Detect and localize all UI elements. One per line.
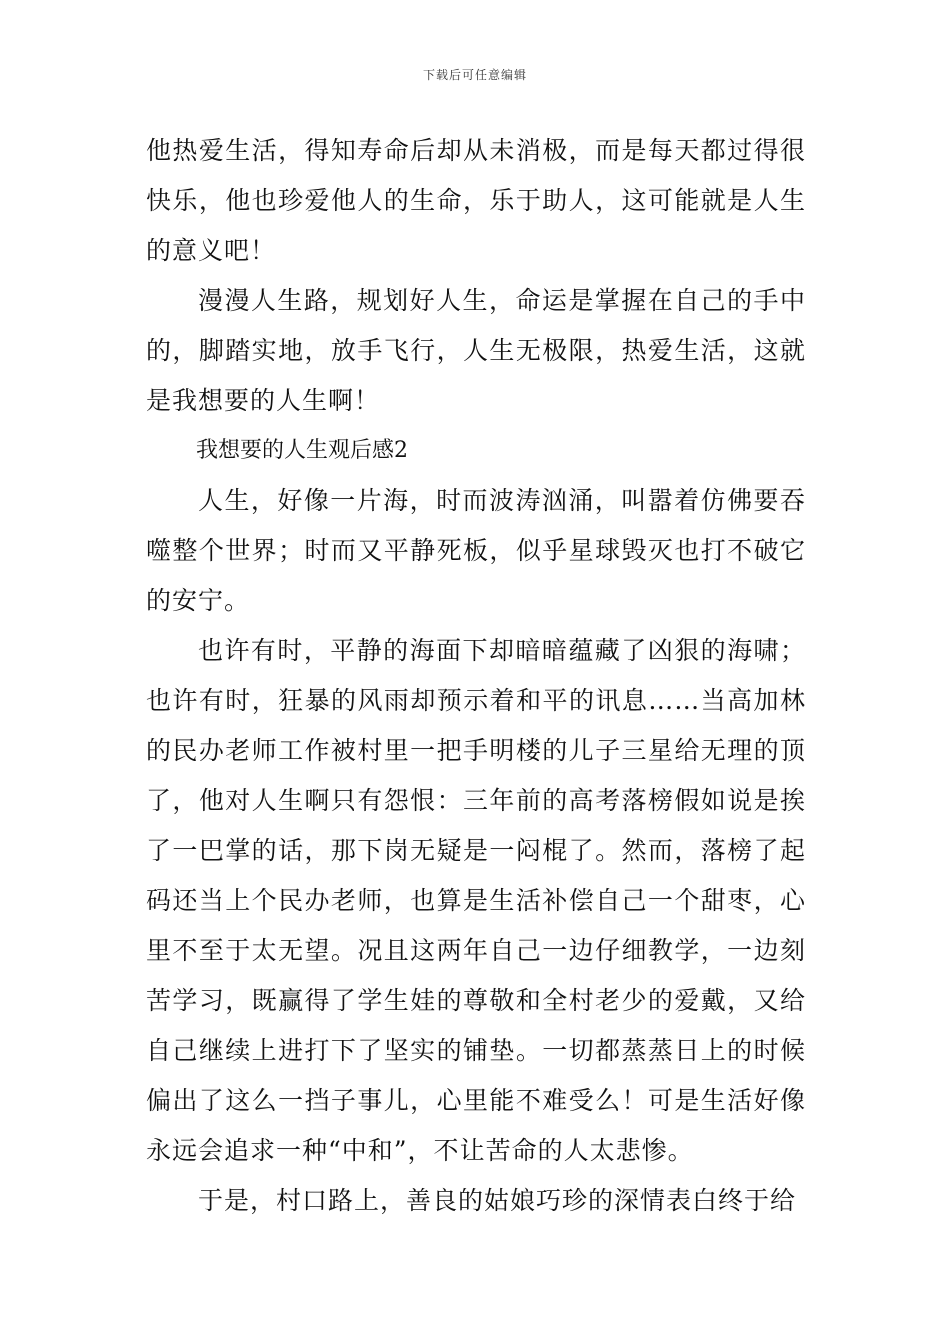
section-heading: 我想要的人生观后感2 (196, 438, 408, 463)
document-body (146, 126, 806, 1226)
paragraph: 他热爱生活，得知寿命后却从未消极，而是每天都过得很快乐，他也珍爱他人的生命，乐于助人，这可能就是人生的意义吧！ (146, 136, 806, 265)
paragraph: 也许有时，平静的海面下却暗暗蕴藏了凶狠的海啸；也许有时，狂暴的风雨却预示着和平的讯息……当高加林的民办老师工作被村里一把手明楼的儿子三星给无理的顶了，他对人生啊只有怨恨：三年前的高考落榜假如说是挨了一巴掌的话，那下岗无疑是一闷棍了。然而，落榜了起码还当上个民办老师，也算是生活补偿自己一个甜枣，心里不至于太无望。况且这两年自己一边仔细教学，一边刻苦学习，既赢得了学生娃的尊敬和全村老少的爱戴，又给自己继续上进打下了坚实的铺垫。一切都蒸蒸日上的时候偏出了这么一挡子事儿，心里能不难受么！可是生活好像永远会追求一种“中和”，不让苦命的人太悲惨。 (146, 636, 806, 1165)
paragraph: 人生，好像一片海，时而波涛汹涌，叫嚣着仿佛要吞噬整个世界；时而又平静死板，似乎星球毁灭也打不破它的安宁。 (146, 486, 806, 615)
page-header: 下载后可任意编辑 (422, 68, 527, 82)
paragraph: 于是，村口路上，善良的姑娘巧珍的深情表白终于给 (198, 1186, 797, 1215)
paragraph: 漫漫人生路，规划好人生，命运是掌握在自己的手中的，脚踏实地，放手飞行，人生无极限，热爱生活，这就是我想要的人生啊！ (146, 286, 806, 415)
